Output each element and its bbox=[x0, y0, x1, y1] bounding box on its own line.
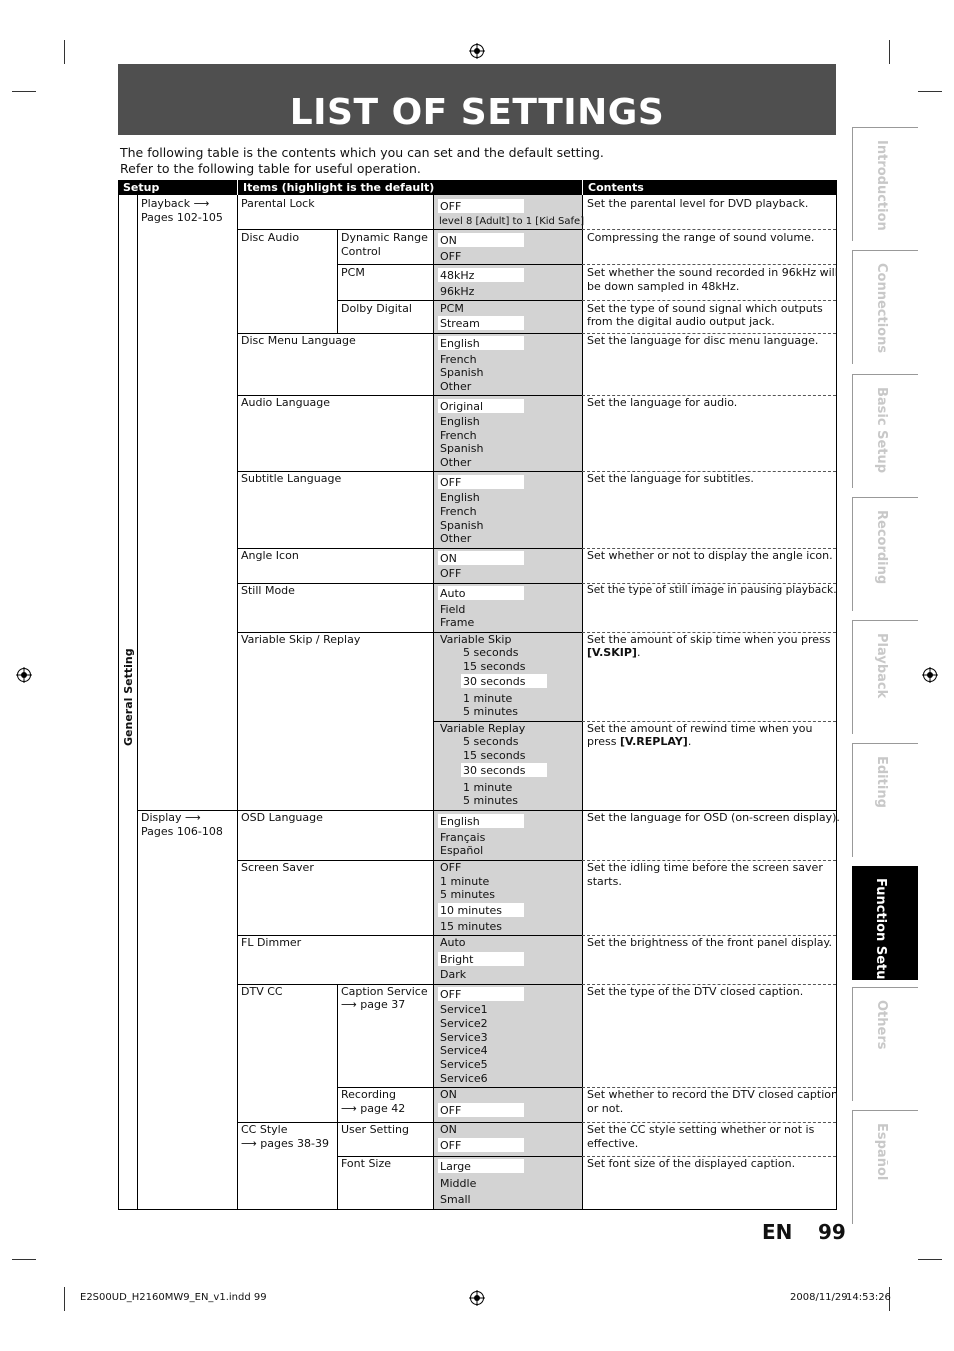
item-variable-skip-replay: Variable Skip / Replay bbox=[241, 633, 361, 646]
content: Set the CC style setting whether or not is bbox=[587, 1123, 815, 1136]
content: Set whether or not to display the angle icon. bbox=[587, 549, 833, 562]
sub-item: Dolby Digital bbox=[341, 302, 412, 315]
tab-espanol[interactable]: Español bbox=[852, 1110, 918, 1224]
content: Set the parental level for DVD playback. bbox=[587, 197, 809, 210]
content: Set the language for disc menu language. bbox=[587, 334, 819, 347]
item-audio-language: Audio Language bbox=[241, 396, 331, 409]
option: French bbox=[440, 353, 477, 366]
option: Other bbox=[440, 380, 472, 393]
option: Service3 bbox=[440, 1031, 488, 1044]
tab-playback[interactable]: Playback bbox=[852, 620, 918, 734]
option: OFF bbox=[440, 200, 462, 213]
sub-item: Font Size bbox=[341, 1157, 392, 1170]
arrow-icon: ⟶ bbox=[185, 811, 201, 824]
header-items: Items (highlight is the default) bbox=[237, 180, 582, 195]
option: 10 minutes bbox=[440, 904, 503, 917]
option: Service1 bbox=[440, 1003, 488, 1016]
tab-function-setup[interactable]: Function Setup bbox=[852, 866, 918, 980]
option: Other bbox=[440, 456, 472, 469]
content: or not. bbox=[587, 1102, 624, 1115]
footer-time: 14:53:26 bbox=[846, 1292, 891, 1303]
content: Set the idling time before the screen saver bbox=[587, 861, 823, 874]
option: level 8 [Adult] to 1 [Kid Safe] bbox=[439, 216, 585, 227]
option: Spanish bbox=[440, 366, 484, 379]
option: Auto bbox=[440, 587, 466, 600]
option: Auto bbox=[440, 936, 466, 949]
option: 5 minutes bbox=[440, 888, 496, 901]
group-display: Display ⟶ bbox=[141, 811, 201, 824]
title-banner bbox=[118, 64, 836, 135]
option: 48kHz bbox=[440, 269, 475, 282]
registration-mark-left bbox=[16, 667, 32, 683]
header-setup: Setup bbox=[118, 180, 237, 195]
option: English bbox=[440, 815, 480, 828]
sub-item-page: ⟶ page 42 bbox=[341, 1102, 406, 1115]
content: Set the type of still image in pausing playback. bbox=[587, 584, 837, 596]
sub-item: Dynamic Range bbox=[341, 231, 428, 244]
language-code: EN bbox=[762, 1220, 793, 1244]
tab-others[interactable]: Others bbox=[852, 987, 918, 1101]
arrow-icon: ⟶ bbox=[241, 1137, 257, 1150]
option: Español bbox=[440, 844, 484, 857]
option: Other bbox=[440, 532, 472, 545]
option: OFF bbox=[440, 567, 462, 580]
arrow-icon: ⟶ bbox=[341, 1102, 357, 1115]
option: Service4 bbox=[440, 1044, 488, 1057]
section-general-setting: General Setting bbox=[122, 648, 135, 746]
option: 15 minutes bbox=[440, 920, 503, 933]
option: Spanish bbox=[440, 519, 484, 532]
arrow-icon: ⟶ bbox=[341, 998, 357, 1011]
option: 5 seconds bbox=[463, 735, 519, 748]
item-still-mode: Still Mode bbox=[241, 584, 295, 597]
footer-date: 2008/11/29 bbox=[790, 1292, 848, 1303]
footer-file: E2S00UD_H2160MW9_EN_v1.indd 99 bbox=[80, 1292, 267, 1303]
item-cc-style-pages: ⟶ pages 38-39 bbox=[241, 1137, 329, 1150]
option: Service5 bbox=[440, 1058, 488, 1071]
option: Large bbox=[440, 1160, 471, 1173]
item-dtv-cc: DTV CC bbox=[241, 985, 283, 998]
sub-item-page: ⟶ page 37 bbox=[341, 998, 406, 1011]
option: 5 minutes bbox=[463, 794, 519, 807]
sub-item: Control bbox=[341, 245, 381, 258]
content: [V.SKIP]. bbox=[587, 646, 641, 659]
tab-introduction[interactable]: Introduction bbox=[852, 127, 918, 241]
option: 1 minute bbox=[463, 692, 513, 705]
sub-item: User Setting bbox=[341, 1123, 409, 1136]
button-ref: [V.SKIP] bbox=[587, 646, 637, 659]
option: Service2 bbox=[440, 1017, 488, 1030]
content: Set the brightness of the front panel display. bbox=[587, 936, 832, 949]
tab-recording[interactable]: Recording bbox=[852, 497, 918, 611]
content: Set the language for audio. bbox=[587, 396, 738, 409]
content: starts. bbox=[587, 875, 622, 888]
arrow-icon: ⟶ bbox=[193, 197, 210, 210]
item-parental-lock: Parental Lock bbox=[241, 197, 315, 210]
option: OFF bbox=[440, 1104, 462, 1117]
registration-mark-right bbox=[922, 667, 938, 683]
page-title: LIST OF SETTINGS bbox=[289, 92, 665, 133]
option: French bbox=[440, 505, 477, 518]
item-cc-style: CC Style bbox=[241, 1123, 288, 1136]
option: English bbox=[440, 337, 480, 350]
content: Set the amount of skip time when you press bbox=[587, 633, 831, 646]
option: 96kHz bbox=[440, 285, 475, 298]
tab-editing[interactable]: Editing bbox=[852, 743, 918, 857]
option: Service6 bbox=[440, 1072, 488, 1085]
registration-mark-bottom bbox=[469, 1290, 485, 1306]
registration-mark-top bbox=[469, 43, 485, 59]
group-playback: Playback ⟶ bbox=[141, 197, 210, 210]
option: OFF bbox=[440, 988, 462, 1001]
item-osd-language: OSD Language bbox=[241, 811, 323, 824]
option-heading: Variable Replay bbox=[440, 722, 526, 735]
content: press [V.REPLAY]. bbox=[587, 735, 692, 748]
option: 30 seconds bbox=[463, 764, 526, 777]
option: 5 minutes bbox=[463, 705, 519, 718]
option: French bbox=[440, 429, 477, 442]
option: PCM bbox=[440, 302, 464, 315]
content: Set the language for subtitles. bbox=[587, 472, 754, 485]
option: ON bbox=[440, 1123, 457, 1136]
option: English bbox=[440, 491, 480, 504]
intro-line-2: Refer to the following table for useful operation. bbox=[120, 161, 421, 176]
sub-item: PCM bbox=[341, 266, 365, 279]
button-ref: [V.REPLAY] bbox=[620, 735, 688, 748]
content: be down sampled in 48kHz. bbox=[587, 280, 740, 293]
content: Set the type of the DTV closed caption. bbox=[587, 985, 804, 998]
content: Compressing the range of sound volume. bbox=[587, 231, 815, 244]
option: Frame bbox=[440, 616, 475, 629]
option: Middle bbox=[440, 1177, 477, 1190]
option: Français bbox=[440, 831, 486, 844]
content: from the digital audio output jack. bbox=[587, 315, 775, 328]
intro-line-1: The following table is the contents which you can set and the default setting. bbox=[120, 145, 604, 160]
option: 30 seconds bbox=[463, 675, 526, 688]
item-fl-dimmer: FL Dimmer bbox=[241, 936, 302, 949]
option: OFF bbox=[440, 1139, 462, 1152]
item-screen-saver: Screen Saver bbox=[241, 861, 314, 874]
option: Small bbox=[440, 1193, 471, 1206]
content: Set whether the sound recorded in 96kHz will bbox=[587, 266, 838, 279]
option: OFF bbox=[440, 476, 462, 489]
option: ON bbox=[440, 1088, 457, 1101]
option: 15 seconds bbox=[463, 749, 526, 762]
option: Stream bbox=[440, 317, 480, 330]
content: Set font size of the displayed caption. bbox=[587, 1157, 796, 1170]
option: Bright bbox=[440, 953, 474, 966]
sub-item: Caption Service bbox=[341, 985, 428, 998]
option: Spanish bbox=[440, 442, 484, 455]
tab-basic-setup[interactable]: Basic Setup bbox=[852, 374, 918, 488]
option-heading: Variable Skip bbox=[440, 633, 512, 646]
option: 5 seconds bbox=[463, 646, 519, 659]
option: 1 minute bbox=[440, 875, 490, 888]
content: Set the type of sound signal which outputs bbox=[587, 302, 823, 315]
option: ON bbox=[440, 552, 457, 565]
content: effective. bbox=[587, 1137, 639, 1150]
option: English bbox=[440, 415, 480, 428]
page-number: 99 bbox=[818, 1220, 846, 1244]
content: Set whether to record the DTV closed caption bbox=[587, 1088, 838, 1101]
group-display-pages: Pages 106-108 bbox=[141, 825, 223, 838]
sub-item: Recording bbox=[341, 1088, 397, 1101]
option: Dark bbox=[440, 968, 467, 981]
content: Set the language for OSD (on-screen display). bbox=[587, 811, 840, 824]
option: 15 seconds bbox=[463, 660, 526, 673]
item-angle-icon: Angle Icon bbox=[241, 549, 299, 562]
option: OFF bbox=[440, 250, 462, 263]
content: Set the amount of rewind time when you bbox=[587, 722, 813, 735]
option: Original bbox=[440, 400, 484, 413]
option: Field bbox=[440, 603, 466, 616]
group-playback-pages: Pages 102-105 bbox=[141, 211, 223, 224]
option: ON bbox=[440, 234, 457, 247]
item-disc-audio: Disc Audio bbox=[241, 231, 300, 244]
item-disc-menu-language: Disc Menu Language bbox=[241, 334, 356, 347]
header-contents: Contents bbox=[582, 180, 837, 195]
tab-connections[interactable]: Connections bbox=[852, 250, 918, 364]
option: 1 minute bbox=[463, 781, 513, 794]
item-subtitle-language: Subtitle Language bbox=[241, 472, 342, 485]
option: OFF bbox=[440, 861, 462, 874]
